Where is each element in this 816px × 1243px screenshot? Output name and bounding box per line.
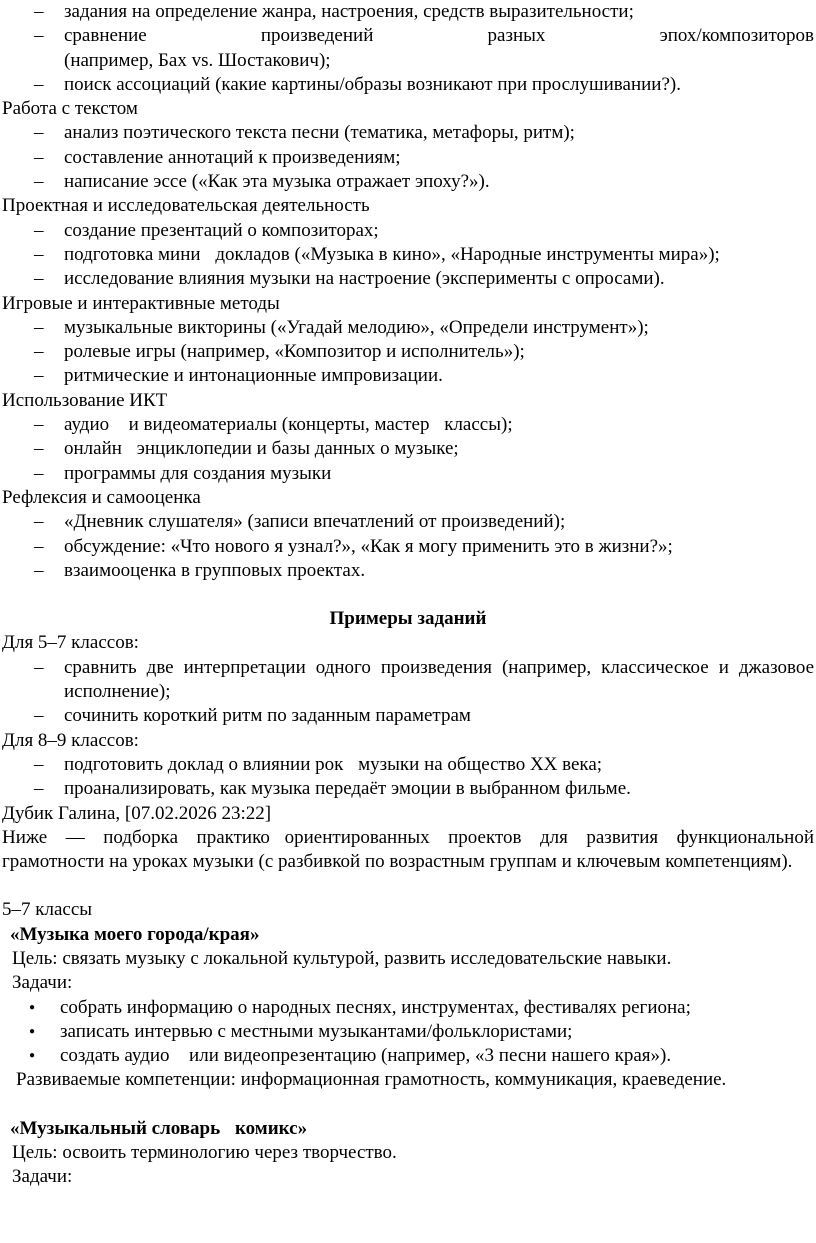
grade-label: Для 5–7 классов: [2,632,139,654]
project-tasks-label: Задачи: [12,1166,73,1188]
section-heading: Работа с текстом [2,98,138,120]
project-title: «Музыкальный словарь комикс» [10,1117,298,1139]
list-item: – обсуждение: «Что нового я узнал?», «Как я могу применить это в жизни?»; [2,535,814,559]
list-item: – задания на определение жанра, настроения, средств выразительности; [2,0,814,24]
list-item: – аудио и видеоматериалы (концерты, мастер классы); [2,413,814,437]
examples-heading: Примеры заданий [329,608,487,630]
list-item: – исследование влияния музыки на настроение (эксперименты с опросами). [2,267,814,291]
list-item: – музыкальные викторины («Угадай мелодию», «Определи инструмент»); [2,316,814,340]
section-heading: Рефлексия и самооценка [2,486,201,508]
list-item: – написание эссе («Как эта музыка отражает эпоху?»). [2,170,814,194]
bullet-item: ● создать аудио или видеопрезентацию (например, «3 песни нашего края»). [2,1044,814,1068]
project-tasks-label: Задачи: [12,972,73,994]
list-item: – взаимооценка в групповых проектах. [2,559,814,583]
section-heading: Использование ИКТ [2,389,168,411]
section-heading: Проектная и исследовательская деятельность [2,195,370,217]
spacer [2,583,814,607]
spacer [2,874,814,898]
project-goal: Цель: освоить терминологию через творчество. [12,1142,397,1164]
list-item: – проанализировать, как музыка передаёт эмоции в выбранном фильме. [2,777,814,801]
list-item: – создание презентаций о композиторах; [2,219,814,243]
list-item: – анализ поэтического текста песни (тематика, метафоры, ритм); [2,121,814,145]
project-goal: Цель: связать музыку с локальной культурой, развить исследовательские навыки. [12,947,672,969]
grade-heading: 5–7 классы [2,899,93,921]
list-item [2,24,814,48]
project-title: «Музыка моего города/края» [10,923,260,945]
list-item: – сравнить две интерпретации одного произведения (например, классическое и джазовое исполнение); [2,656,814,705]
list-item: – программы для создания музыки [2,462,814,486]
list-item-continuation: (например, Бах vs. Шостакович); [64,49,331,71]
list-item: – онлайн энциклопедии и базы данных о музыке; [2,437,814,461]
list-item: – сочинить короткий ритм по заданным параметрам [2,704,814,728]
list-item: – поиск ассоциаций (какие картины/образы возникают при прослушивании?). [2,73,814,97]
list-item-text: – сравнение произведений разных эпох/композиторов [64,25,814,47]
spacer [2,1093,814,1117]
section-heading: Игровые и интерактивные методы [2,292,280,314]
bullet-item: ● записать интервью с местными музыкантами/фольклористами; [2,1020,814,1044]
list-item: – составление аннотаций к произведениям; [2,146,814,170]
bullet-item: ● собрать информацию о народных песнях, инструментах, фестивалях региона; [2,996,814,1020]
project-competencies: Развиваемые компетенции: информационная грамотность, коммуникация, краеведение. [16,1069,727,1091]
list-item: – ритмические и интонационные импровизации. [2,364,814,388]
message-author: Дубик Галина, [07.02.2026 23:22] [2,802,272,824]
list-item: – ролевые игры (например, «Композитор и исполнитель»); [2,340,814,364]
list-item: – «Дневник слушателя» (записи впечатлений от произведений); [2,510,814,534]
grade-label: Для 8–9 классов: [2,729,139,751]
intro-paragraph: Ниже — подборка практико ориентированных проектов для развития функциональной грамотности на уроках музыки (с разбивкой по возрастным группам и ключевым компетенциям). [2,826,814,873]
list-item: – подготовить доклад о влиянии рок музыки на общество XX века; [2,753,814,777]
list-item: – подготовка мини докладов («Музыка в кино», «Народные инструменты мира»); [2,243,814,267]
